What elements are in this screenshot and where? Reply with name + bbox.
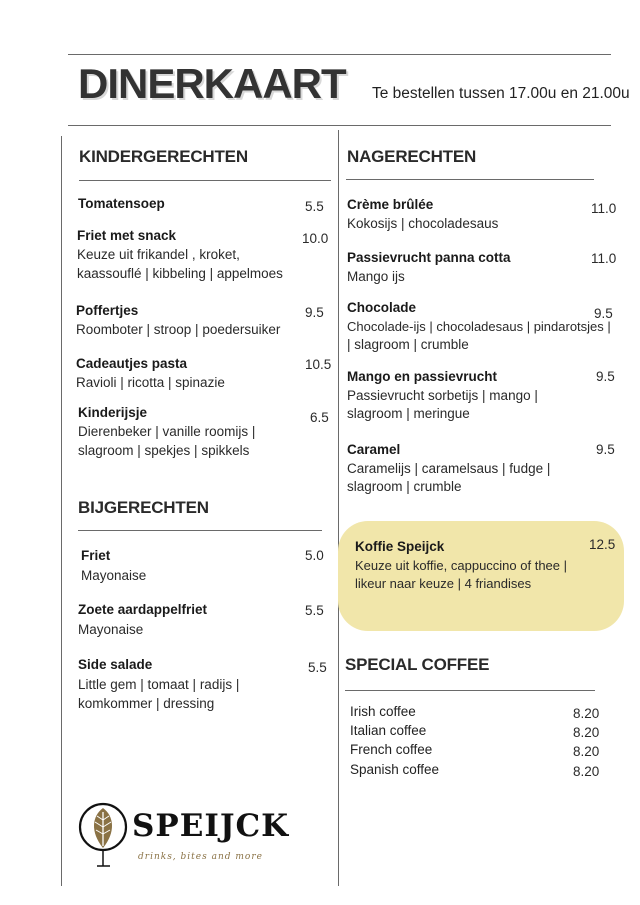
section-rule <box>346 179 594 180</box>
menu-item-price: 11.0 <box>591 251 617 266</box>
left-border <box>61 136 62 886</box>
menu-item-price: 11.0 <box>591 201 617 216</box>
featured-item-description: Keuze uit koffie, cappuccino of thee | <box>355 558 567 573</box>
menu-item-description: | slagroom | crumble <box>347 337 469 352</box>
menu-item-name: Friet <box>81 548 111 563</box>
menu-item-description: Passievrucht sorbetijs | mango | <box>347 388 538 403</box>
menu-item-name: Cadeautjes pasta <box>76 356 188 371</box>
menu-item-name: Chocolade <box>347 300 417 315</box>
top-rule <box>68 54 611 55</box>
section-title-special-coffee: SPECIAL COFFEE <box>345 655 490 674</box>
menu-item-description: Little gem | tomaat | radijs | <box>78 677 240 692</box>
page-title: DINERKAART <box>78 60 346 107</box>
coffee-item-name: French coffee <box>350 742 433 757</box>
brand-name: SPEIJCK <box>132 808 290 844</box>
menu-item-description: slagroom | meringue <box>347 406 470 421</box>
menu-item-price: 5.5 <box>305 199 324 214</box>
menu-item-name: Tomatensoep <box>78 196 165 211</box>
menu-item-price: 10.0 <box>302 231 329 246</box>
menu-item-name: Side salade <box>78 657 153 672</box>
menu-item-description: slagroom | crumble <box>347 479 462 494</box>
menu-item-price: 5.0 <box>305 548 324 563</box>
featured-item-description: likeur naar keuze | 4 friandises <box>355 576 532 591</box>
coffee-item-name: Italian coffee <box>350 723 427 738</box>
menu-item-description: Kokosijs | chocoladesaus <box>347 216 499 231</box>
menu-item-description: Caramelijs | caramelsaus | fudge | <box>347 461 551 476</box>
menu-item-name: Caramel <box>347 442 401 457</box>
menu-item-name: Kinderijsje <box>78 405 148 420</box>
section-rule <box>78 530 322 531</box>
menu-item-description: Ravioli | ricotta | spinazie <box>76 375 225 390</box>
menu-item-description: Roomboter | stroop | poedersuiker <box>76 322 281 337</box>
menu-item-description: Keuze uit frikandel , kroket, <box>77 247 240 262</box>
coffee-item-name: Irish coffee <box>350 704 416 719</box>
brand-logo <box>70 800 290 872</box>
menu-item-description: Mango ijs <box>347 269 405 284</box>
menu-item-description: Mayonaise <box>81 568 147 583</box>
menu-item-description: slagroom | spekjes | spikkels <box>78 443 250 458</box>
menu-item-description: komkommer | dressing <box>78 696 215 711</box>
menu-item-price: 6.5 <box>310 410 329 425</box>
brand-tagline: drinks, bites and more <box>138 852 263 862</box>
section-rule <box>345 690 595 691</box>
menu-item-price: 9.5 <box>594 306 613 321</box>
featured-item-name: Koffie Speijck <box>355 539 445 554</box>
menu-item-name: Mango en passievrucht <box>347 369 498 384</box>
menu-item-name: Poffertjes <box>76 303 139 318</box>
coffee-item-price: 8.20 <box>573 764 600 779</box>
menu-item-price: 9.5 <box>596 442 615 457</box>
menu-item-description: Chocolade-ijs | chocoladesaus | pindarotsjes | <box>347 319 611 334</box>
section-title-kindergerechten: KINDERGERECHTEN <box>79 147 248 166</box>
section-rule <box>79 180 331 181</box>
order-hours: Te bestellen tussen 17.00u en 21.00u <box>372 85 630 102</box>
coffee-item-price: 8.20 <box>573 725 600 740</box>
menu-item-price: 5.5 <box>305 603 324 618</box>
menu-item-name: Crème brûlée <box>347 197 434 212</box>
featured-item-price: 12.5 <box>589 537 616 552</box>
menu-item-description: Dierenbeker | vanille roomijs | <box>78 424 256 439</box>
menu-item-price: 9.5 <box>596 369 615 384</box>
menu-item-price: 9.5 <box>305 305 324 320</box>
header-bottom-rule <box>68 125 611 126</box>
menu-item-price: 10.5 <box>305 357 332 372</box>
coffee-item-price: 8.20 <box>573 706 600 721</box>
section-title-bijgerechten: BIJGERECHTEN <box>78 498 209 517</box>
section-title-nagerechten: NAGERECHTEN <box>347 147 477 166</box>
menu-item-name: Friet met snack <box>77 228 177 243</box>
menu-item-name: Passievrucht panna cotta <box>347 250 511 265</box>
coffee-item-name: Spanish coffee <box>350 762 440 777</box>
menu-item-price: 5.5 <box>308 660 327 675</box>
menu-item-description: kaassouflé | kibbeling | appelmoes <box>77 266 283 281</box>
coffee-item-price: 8.20 <box>573 744 600 759</box>
menu-item-name: Zoete aardappelfriet <box>78 602 208 617</box>
menu-item-description: Mayonaise <box>78 622 144 637</box>
column-divider <box>338 130 339 886</box>
